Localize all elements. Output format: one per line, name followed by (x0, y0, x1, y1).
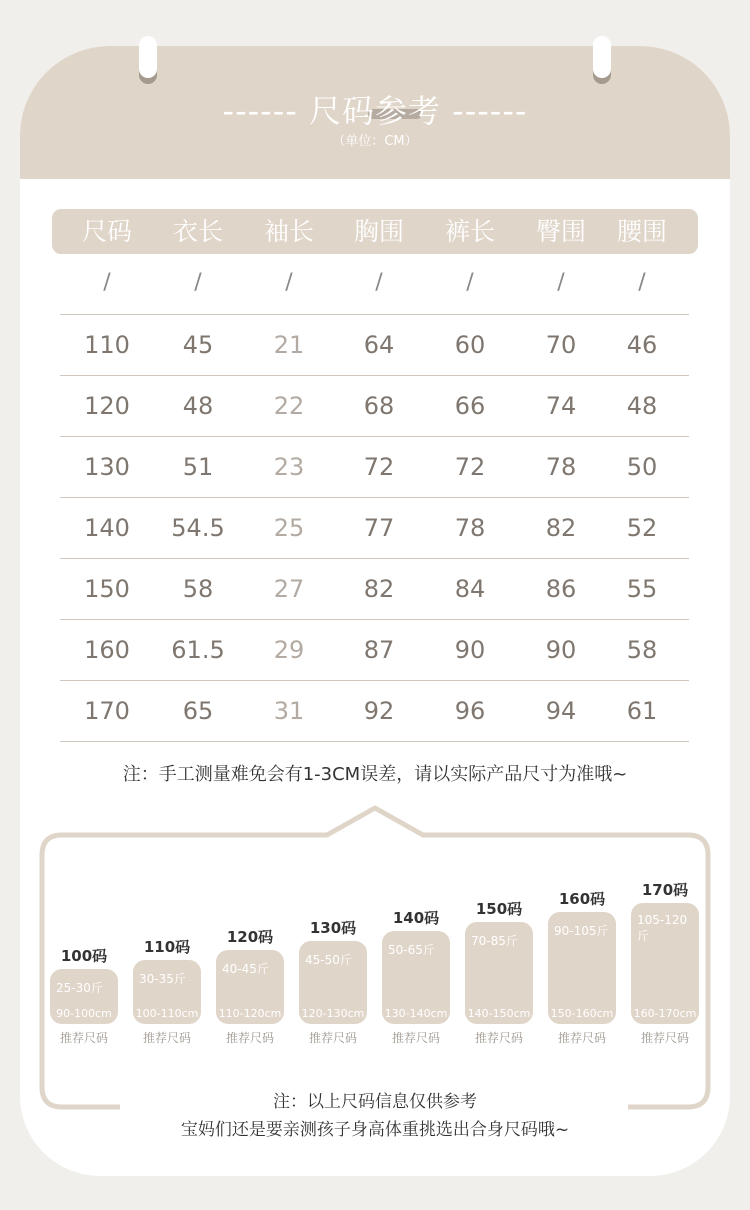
table-cell: 72 (454, 453, 486, 481)
height-range: 120-130cm (301, 1007, 365, 1020)
weight-range: 40-45斤 (222, 962, 269, 976)
placeholder-cell: / (375, 270, 383, 295)
row-divider (60, 619, 689, 620)
size-bar (548, 912, 616, 1024)
placeholder-cell: / (103, 270, 111, 295)
table-cell: 27 (273, 575, 305, 603)
placeholder-cell: / (638, 270, 646, 295)
reference-note-line1: 注：以上尺码信息仅供参考 (273, 1092, 477, 1112)
table-cell: 25 (273, 514, 305, 542)
table-cell: 74 (545, 392, 577, 420)
size-bar (631, 903, 699, 1025)
table-cell: 29 (273, 636, 305, 664)
size-label: 130码 (309, 918, 357, 937)
table-cell: 150 (84, 575, 130, 603)
size-label: 160码 (558, 890, 606, 908)
table-cell: 90 (545, 636, 577, 664)
table-cell: 96 (454, 697, 486, 725)
reference-note (0, 1088, 750, 1144)
recommend-label: 推荐尺码 (308, 1031, 357, 1045)
table-cell: 84 (454, 575, 486, 603)
table-cell: 140 (84, 514, 130, 542)
size-label: 140码 (392, 909, 440, 927)
size-label: 100码 (60, 947, 108, 965)
weight-range: 70-85斤 (471, 933, 518, 948)
height-range: 160-170cm (633, 1007, 697, 1020)
table-cell: 60 (454, 331, 486, 359)
height-range: 110-120cm (218, 1007, 282, 1020)
size-bar (133, 960, 201, 1025)
table-cell: 55 (626, 575, 658, 603)
table-cell: 22 (273, 392, 305, 420)
table-cell: 87 (363, 636, 395, 664)
table-cell: 64 (363, 331, 395, 359)
table-cell: 46 (626, 331, 658, 359)
table-cell: 61.5 (171, 636, 225, 664)
table-cell: 86 (545, 575, 577, 603)
table-cell: 94 (545, 697, 577, 725)
table-cell: 130 (84, 453, 130, 481)
placeholder-cell: / (194, 270, 202, 295)
weight-range: 30-35斤 (139, 971, 186, 986)
table-cell: 160 (84, 636, 130, 664)
col-length: 衣长 (172, 217, 223, 246)
table-cell: 54.5 (171, 514, 225, 542)
size-bar (216, 950, 284, 1024)
recommend-label: 推荐尺码 (640, 1031, 689, 1045)
table-cell: 92 (363, 697, 395, 725)
reference-note-line2: 宝妈们还是要亲测孩子身高体重挑选出合身尺码哦~ (180, 1120, 570, 1140)
placeholder-cell: / (557, 270, 565, 295)
table-cell: 170 (84, 697, 130, 725)
recommend-label: 推荐尺码 (557, 1031, 606, 1045)
height-range: 150-160cm (550, 1007, 614, 1020)
weight-range: 105-120斤 (637, 912, 688, 943)
table-cell: 110 (84, 331, 130, 359)
table-cell: 23 (273, 453, 305, 481)
table-cell: 70 (545, 331, 577, 359)
row-divider (60, 680, 689, 681)
table-cell: 82 (545, 514, 577, 542)
placeholder-cell: / (466, 270, 474, 295)
size-bar (299, 941, 367, 1025)
table-cell: 82 (363, 575, 395, 603)
table-cell: 58 (182, 575, 214, 603)
binder-ring-left (139, 36, 157, 78)
row-divider (60, 314, 689, 315)
table-cell: 78 (454, 514, 486, 542)
table-cell: 51 (182, 453, 214, 481)
table-cell: 78 (545, 453, 577, 481)
page-title: ------ 尺码参考 ------ (222, 92, 528, 130)
size-label: 120码 (226, 928, 274, 946)
table-cell: 66 (454, 392, 486, 420)
row-divider (60, 375, 689, 376)
size-label: 150码 (475, 899, 523, 918)
col-hip: 臀围 (535, 217, 586, 246)
table-cell: 68 (363, 392, 395, 420)
row-divider (60, 436, 689, 437)
table-cell: 48 (182, 392, 214, 420)
table-cell: 90 (454, 636, 486, 664)
col-size: 尺码 (81, 217, 132, 246)
table-cell: 65 (182, 697, 214, 725)
row-divider (60, 741, 689, 742)
weight-range: 45-50斤 (305, 952, 352, 967)
table-cell: 58 (626, 636, 658, 664)
row-divider (60, 497, 689, 498)
height-range: 140-150cm (467, 1007, 531, 1020)
measurement-note: 注：手工测量难免会有1-3CM误差，请以实际产品尺寸为准哦~ (122, 764, 628, 785)
binder-ring-right (593, 36, 611, 78)
table-cell: 50 (626, 453, 658, 481)
table-header (52, 209, 698, 254)
col-waist: 腰围 (616, 217, 667, 246)
unit-label: （单位：CM） (332, 134, 418, 149)
size-label: 170码 (641, 880, 689, 899)
size-bar (382, 931, 450, 1024)
col-pants-length: 裤长 (444, 217, 495, 246)
col-sleeve: 袖长 (263, 217, 314, 246)
recommend-label: 推荐尺码 (225, 1031, 274, 1045)
size-label: 110码 (143, 937, 191, 956)
table-cell: 45 (182, 331, 214, 359)
col-chest: 胸围 (353, 217, 404, 246)
weight-range: 50-65斤 (388, 943, 435, 957)
recommend-label: 推荐尺码 (59, 1031, 108, 1045)
row-divider (60, 558, 689, 559)
size-bar (465, 922, 533, 1025)
size-bar (50, 969, 118, 1024)
table-cell: 31 (273, 697, 305, 725)
table-cell: 61 (626, 697, 658, 725)
table-cell: 77 (363, 514, 395, 542)
recommend-label: 推荐尺码 (391, 1031, 440, 1045)
height-range: 90-100cm (56, 1007, 112, 1020)
recommend-label: 推荐尺码 (142, 1031, 191, 1045)
table-cell: 48 (626, 392, 658, 420)
table-cell: 52 (626, 514, 658, 542)
table-cell: 120 (84, 392, 130, 420)
table-cell: 21 (273, 331, 305, 359)
placeholder-cell: / (285, 270, 293, 295)
height-range: 100-110cm (135, 1007, 199, 1020)
weight-range: 90-105斤 (554, 924, 609, 938)
height-range: 130-140cm (384, 1007, 448, 1020)
weight-range: 25-30斤 (56, 981, 103, 995)
table-cell: 72 (363, 453, 395, 481)
recommend-label: 推荐尺码 (474, 1031, 523, 1045)
